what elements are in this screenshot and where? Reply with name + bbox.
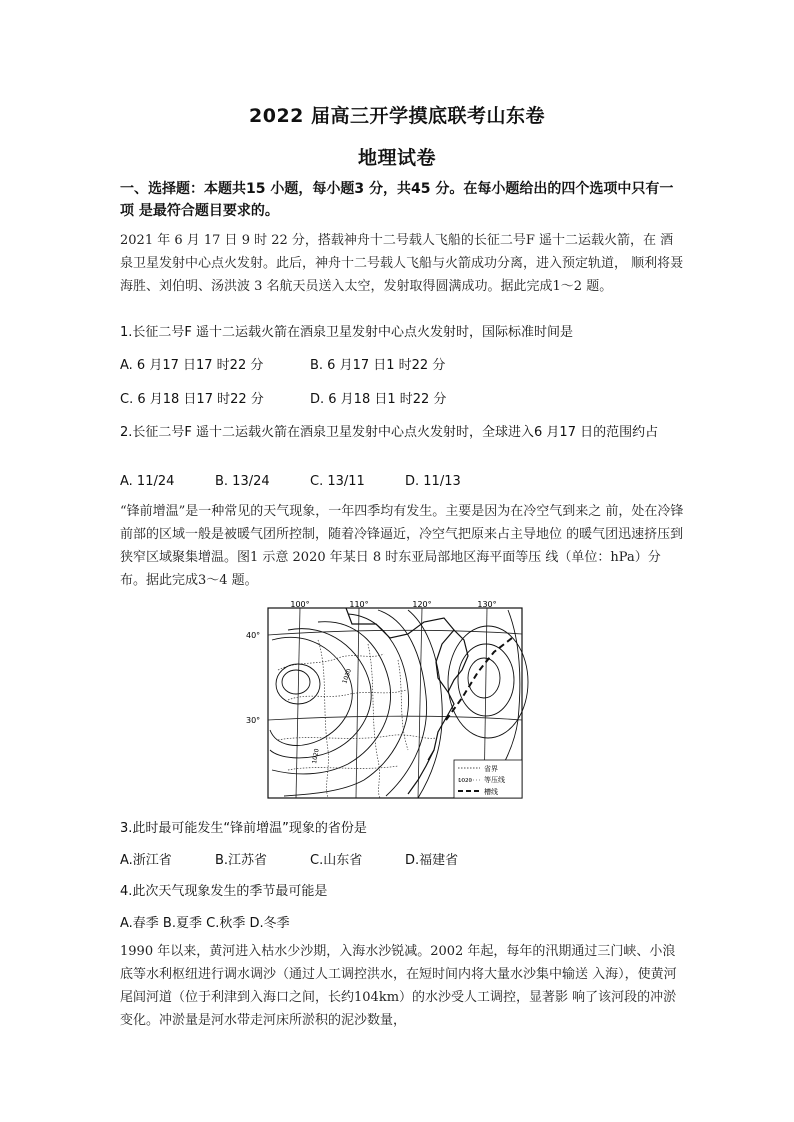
option-d: D. 11/13 [405,474,461,489]
question-1-stem: 1.长征二号F 遥十二运载火箭在酒泉卫星发射中心点火发射时，国际标准时间是 [120,325,574,340]
lat-label: 30° [246,716,261,725]
option-d: D.福建省 [405,853,459,868]
lon-label: 110° [349,600,369,609]
option-a: A.浙江省 [120,853,172,868]
legend-label: 槽线 [484,788,498,796]
question-4-stem: 4.此次天气现象发生的季节最可能是 [120,884,328,899]
option-b: B. 6 月17 日1 时22 分 [310,358,446,373]
question-1-options-row2 [120,390,446,410]
lat-label: 40° [246,631,261,640]
option-b: B. 13/24 [215,474,270,489]
option-d: D. 6 月18 日1 时22 分 [310,392,447,407]
question-4-options: A.春季 B.夏季 C.秋季 D.冬季 [120,916,290,931]
passage-1: 2021 年 6 月 17 日 9 时 22 分，搭载神舟十二号载人飞船的长征二号F 遥十二运载火箭，在 酒泉卫星发射中心点火发射。此后，神舟十二号载人飞船与火箭成功分离，进入预定轨道， 顺利将聂海胜、刘伯明、汤洪波 3 名航天员送入太空，发射取得圆满成功。据此完成1～2 题。 [120,233,684,294]
question-3-stem: 3.此时最可能发生“锋前增温”现象的省份是 [120,821,367,836]
isobar-value-label: 1020 [311,748,321,765]
legend-label: 等压线 [484,776,505,784]
option-c: C. 13/11 [310,474,365,489]
option-a: A. 6 月17 日17 时22 分 [120,358,264,373]
question-2-stem: 2.长征二号F 遥十二运载火箭在酒泉卫星发射中心点火发射时，全球进入6 月17 日的范围约占 [120,425,659,440]
lon-label: 130° [477,600,497,609]
question-3-options [120,851,458,871]
question-1-options-row1 [120,356,445,376]
question-2-options [120,472,461,492]
map-legend [454,760,522,798]
isobar-map-figure [246,600,532,802]
option-c: C. 6 月18 日17 时22 分 [120,392,264,407]
passage-3: 1990 年以来，黄河进入枯水少沙期，入海水沙锐减。2002 年起，每年的汛期通过三门峡、小浪底等水利枢纽进行调水调沙（通过人工调控洪水，在短时间内将大量水沙集中输送 入海），使黄河尾闾河道（位于利津到入海口之间，长约104km）的水沙受人工调控，显著影 响了该河段的冲淤变化。冲淤量是河水带走河床所淤积的泥沙数量， [120,944,677,1028]
legend-isobar-value: 1020 [458,778,472,784]
exam-title: 2022 届高三开学摸底联考山东卷 [249,105,545,127]
option-b: B.江苏省 [215,853,268,868]
lon-label: 100° [290,600,310,609]
exam-subtitle: 地理试卷 [357,147,436,169]
option-a: A. 11/24 [120,474,175,489]
section-heading: 一、选择题：本题共15 小题，每小题3 分，共45 分。在每小题给出的四个选项中只有一项 是最符合题目要求的。 [120,181,674,219]
option-c: C.山东省 [310,853,363,868]
legend-label: 省界 [484,765,498,773]
lon-label: 120° [412,600,432,609]
passage-2: “锋前增温”是一种常见的天气现象，一年四季均有发生。主要是因为在冷空气到来之 前，处在冷锋前部的区域一般是被暖气团所控制，随着冷锋逼近，冷空气把原来占主导地位 的暖气团迅速挤压到狭窄区域聚集增温。图1 示意 2020 年某日 8 时东亚局部地区海平面等压 线（单位：hPa）分布。据此完成3～4 题。 [120,504,684,588]
isobar-value-label: 1030 [341,667,354,685]
